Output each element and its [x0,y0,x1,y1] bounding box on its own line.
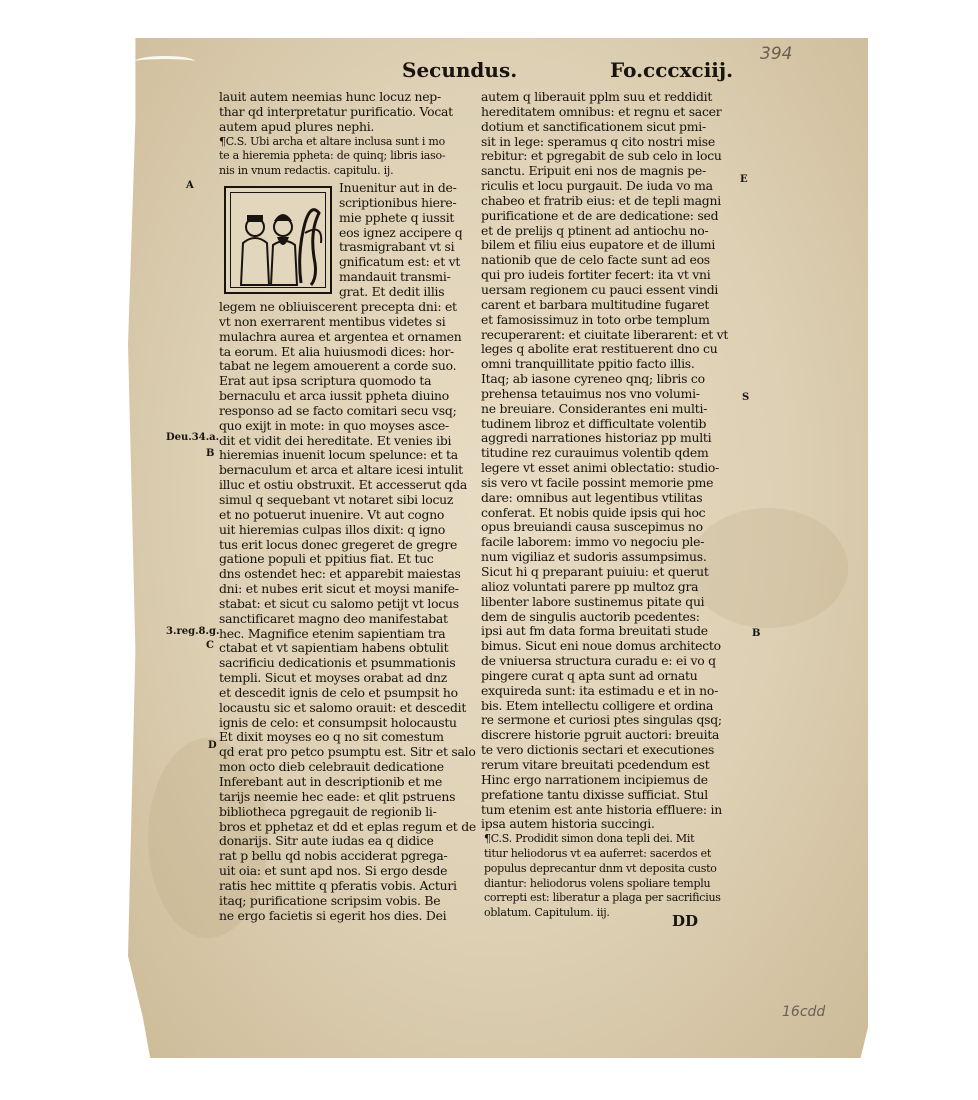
chapter-summary-line: ¶C.S. Ubi archa et altare inclusa sunt i mo [219,134,445,148]
text-line: gatione populi et ppitius fiat. Et tuc [219,552,434,567]
left-column-head [219,90,453,179]
text-line: opus breuiandi causa suscepimus no [481,520,703,535]
woodcut-initial-illustration [224,186,332,294]
running-head: Secundus. [402,58,518,82]
text-line: uit hieremias culpas illos dixit: q igno [219,522,446,537]
text-line: uersam regionem cu pauci essent vindi [481,282,719,297]
text-line: bernaculum et arca et altare icesi intulit [219,463,463,478]
text-line: dare: omnibus aut legentibus vtilitas [481,490,703,505]
text-line: ta eorum. Et alia huiusmodi dices: hor- [219,344,454,359]
text-line: prehensa tetauimus nos vno volumi- [481,386,700,401]
text-line: et descedit ignis de celo et psumpsit ho [219,685,458,700]
text-line: ratis hec mittite q pferatis vobis. Acturi [219,878,457,893]
text-line: rerum vitare breuitati pcedendum est [481,757,710,772]
initial-frame [230,192,326,288]
text-line: Et dixit moyses eo q no sit comestum [219,730,444,745]
text-line: num vigiliaz et sudoris assumpsimus. [481,550,707,565]
right-chapter-summary [484,832,721,921]
text-line: Itaq; ab iasone cyreneo qnq; libris co [481,372,705,387]
chapter-summary-line: te a hieremia ppheta: de quinq; libris iaso- [219,149,446,163]
text-line: sanctificaret magno deo manifestabat [219,611,448,626]
text-line: ipsi aut fm data forma breuitati stude [481,624,708,639]
text-line: hec. Magnifice etenim sapientiam tra [219,626,446,641]
text-line: dni: et nubes erit sicut et moysi manife- [219,582,459,597]
left-column-body [219,300,476,923]
folio-number: Fo.cccxciij. [610,58,734,82]
text-line: Sicut hi q preparant puiuiu: et querut [481,565,709,579]
marginal-note: 3.reg.8.g. [166,626,220,637]
text-line: Hinc ergo narrationem incipiemus de [481,772,708,787]
marginal-note: A [186,180,194,191]
text-line: recuperarent: et ciuitate liberarent: et vt [481,327,729,342]
text-line: ne ergo facietis si egerit hos dies. Dei [219,908,447,923]
chapter-summary-line: oblatum. Capitulum. iij. [484,906,610,920]
text-line: bis. Etem intellectu colligere et ordina [481,698,714,713]
text-line: templi. Sicut et moyses orabat ad dnz [219,671,447,686]
text-line: chabeo et fratrib eius: et de tepli magni [481,193,721,208]
signature-mark: DD [672,912,699,930]
text-line: exquireda sunt: ita estimadu e et in no- [481,683,719,698]
text-line: re sermone et curiosi ptes singulas qsq; [481,713,722,728]
text-line: sacrificiu dedicationis et psummationis [219,656,456,671]
text-line: bimus. Sicut eni noue domus architecto [481,639,721,654]
text-line: vt non exerrarent mentibus videtes si [219,314,446,329]
text-line: uit oia: et sunt apd nos. Si ergo desde [219,864,448,879]
text-line: mon octo dieb celebrauit dedicatione [219,760,444,775]
text-line: aggredi narrationes historiaz pp multi [481,431,712,446]
text-line: responso ad se facto comitari secu vsq; [219,403,457,418]
text-line: leges q abolite erat restituerent dno cu [481,342,718,357]
text-line: ignis de celo: et consumpsit holocaustu [219,715,457,730]
text-line: tabat ne legem amouerent a corde suo. [219,359,457,374]
text-line: legere vt esset animi oblectatio: studio- [481,461,720,476]
text-line: gnificatum est: et vt [339,255,461,270]
right-column-body [481,90,728,832]
edge-highlight [135,56,195,67]
marginal-note: B [206,448,215,459]
text-line: grat. Et dedit illis [339,284,445,299]
marginal-note: Deu.34.a. [166,432,220,443]
text-line: prefatione tantu dixisse sufficiat. Stul [481,787,708,802]
text-line: nationib que de celo facte sunt ad eos [481,253,710,268]
text-line: tudinem libroz et difficultate volentib [481,416,707,431]
chapter-summary-line: correpti est: liberatur a plaga per sacrificius [484,891,721,905]
text-line: bros et pphetaz et dd et eplas regum et de [219,819,476,834]
marginal-note: D [208,740,217,751]
text-line: omni tranquillitate ppitio facto illis. [481,357,695,372]
text-line: tus erit locus donec gregeret de gregre [219,537,458,552]
text-line: autem q liberauit pplm suu et reddidit [481,90,713,104]
text-line: libenter labore sustinemus pitate qui [481,594,705,609]
text-line: dit et vidit dei hereditate. Et venies ibi [219,433,452,448]
marginal-note: C [206,640,214,651]
initial-wrap-text [339,181,462,300]
text-line: eos ignez accipere q [339,225,463,240]
text-line: bibliotheca pgregauit de regionib li- [219,804,437,819]
text-line: qui pro iudeis fortiter fecert: ita vt vni [481,268,711,283]
text-line: Erat aut ipsa scriptura quomodo ta [219,374,432,389]
chapter-summary-line: diantur: heliodorus volens spoliare templu [484,876,711,890]
text-line: mulachra aurea et argentea et ornamen [219,329,462,344]
text-line: quo exijt in mote: in quo moyses asce- [219,418,449,433]
text-line: ne breuiare. Considerantes eni multi- [481,401,708,416]
text-line: lauit autem neemias hunc locuz nep- [219,90,441,104]
text-line: et famosissimuz in toto orbe templum [481,312,710,327]
chapter-summary-line: ¶C.S. Prodidit simon dona tepli dei. Mit [484,832,695,845]
text-line: dns ostendet hec: et apparebit maiestas [219,567,461,582]
text-line: legem ne obliuiscerent precepta dni: et [219,300,457,314]
text-line: ctabat et vt sapientiam habens obtulit [219,641,449,656]
text-line: Inuenitur aut in de- [339,181,457,195]
text-line: tarijs neemie hec eade: et qlit pstruens [219,789,456,804]
text-line: thar qd interpretatur purificatio. Vocat [219,104,453,119]
text-line: rat p bellu qd nobis acciderat pgrega- [219,849,448,864]
text-line: dem de singulis auctorib pcedentes: [481,609,700,624]
text-line: et no potuerut inuenire. Vt aut cogno [219,507,445,522]
text-line: facile laborem: immo vo negociu ple- [481,535,705,550]
text-line: itaq; purificatione scripsim vobis. Be [219,893,441,908]
text-line: sis vero vt facile possint memorie pme [481,475,714,490]
text-line: ipsa autem historia succingi. [481,817,655,832]
text-line: donarijs. Sitr aute iudas ea q didice [219,834,434,849]
marginal-note: S [742,392,750,403]
text-line: dotium et sanctificationem sicut pmi- [481,119,706,134]
text-line: pingere curat q apta sunt ad ornatu [481,668,698,683]
text-line: te vero dictionis sectari et executiones [481,743,715,758]
text-line: rebitur: et pgregabit de sub celo in locu [481,149,722,164]
text-line: tum etenim est ante historia effluere: in [481,802,722,817]
text-line: qd erat pro petco psumptu est. Sitr et salo [219,745,476,760]
text-line: titudine rez curauimus volentib qdem [481,446,709,461]
text-line: simul q sequebant vt notaret sibi locuz [219,492,454,507]
text-line: locaustu sic et salomo orauit: et descedit [219,700,467,715]
text-line: mie pphete q iussit [339,210,455,225]
text-line: trasmigrabant vt si [339,240,455,255]
text-line: hieremias inuenit locum spelunce: et ta [219,448,458,463]
text-line: stabat: et sicut cu salomo petijt vt locus [219,596,459,611]
text-line: purificatione et de are dedicatione: sed [481,208,719,223]
text-line: hereditatem omnibus: et regnu et sacer [481,104,722,119]
text-line: sanctu. Eripuit eni nos de magnis pe- [481,164,706,179]
text-line: autem apud plures nephi. [219,119,375,134]
text-line: carent et barbara multitudine fugaret [481,297,710,312]
text-line: bernaculu et arca iussit ppheta diuino [219,389,449,404]
text-line: et de prelijs q ptinent ad antiochu no- [481,223,709,238]
text-line: riculis et locu purgauit. De iuda vo ma [481,179,713,194]
text-line: discrere historie pgruit auctori: breuita [481,728,720,743]
text-line: de vniuersa structura curadu e: ei vo q [481,654,716,669]
text-line: illuc et ostiu obstruxit. Et accesserut qda [219,478,468,493]
prophets-woodcut-icon [231,193,329,291]
handwritten-bottom-note: 16cdd [782,1004,826,1020]
chapter-summary-line: nis in vnum redactis. capitulu. ij. [219,164,394,178]
text-line: Inferebant aut in descriptionib et me [219,775,443,789]
marginal-note: E [740,174,748,185]
chapter-summary-line: populus deprecantur dnm vt deposita custo [484,861,717,875]
text-line: alioz voluntati parere pp multoz gra [481,579,699,594]
handwritten-page-number: 394 [760,44,793,64]
text-line: sit in lege: speramus q cito nostri mise [481,134,715,149]
text-line: bilem et filiu eius eupatore et de illumi [481,238,716,253]
text-line: scriptionibus hiere- [339,195,457,210]
chapter-summary-line: titur heliodorus vt ea auferret: sacerdos et [484,846,712,860]
text-line: mandauit transmi- [339,270,451,285]
marginal-note: B [752,628,761,639]
text-line: conferat. Et nobis quide ipsis qui hoc [481,505,706,520]
